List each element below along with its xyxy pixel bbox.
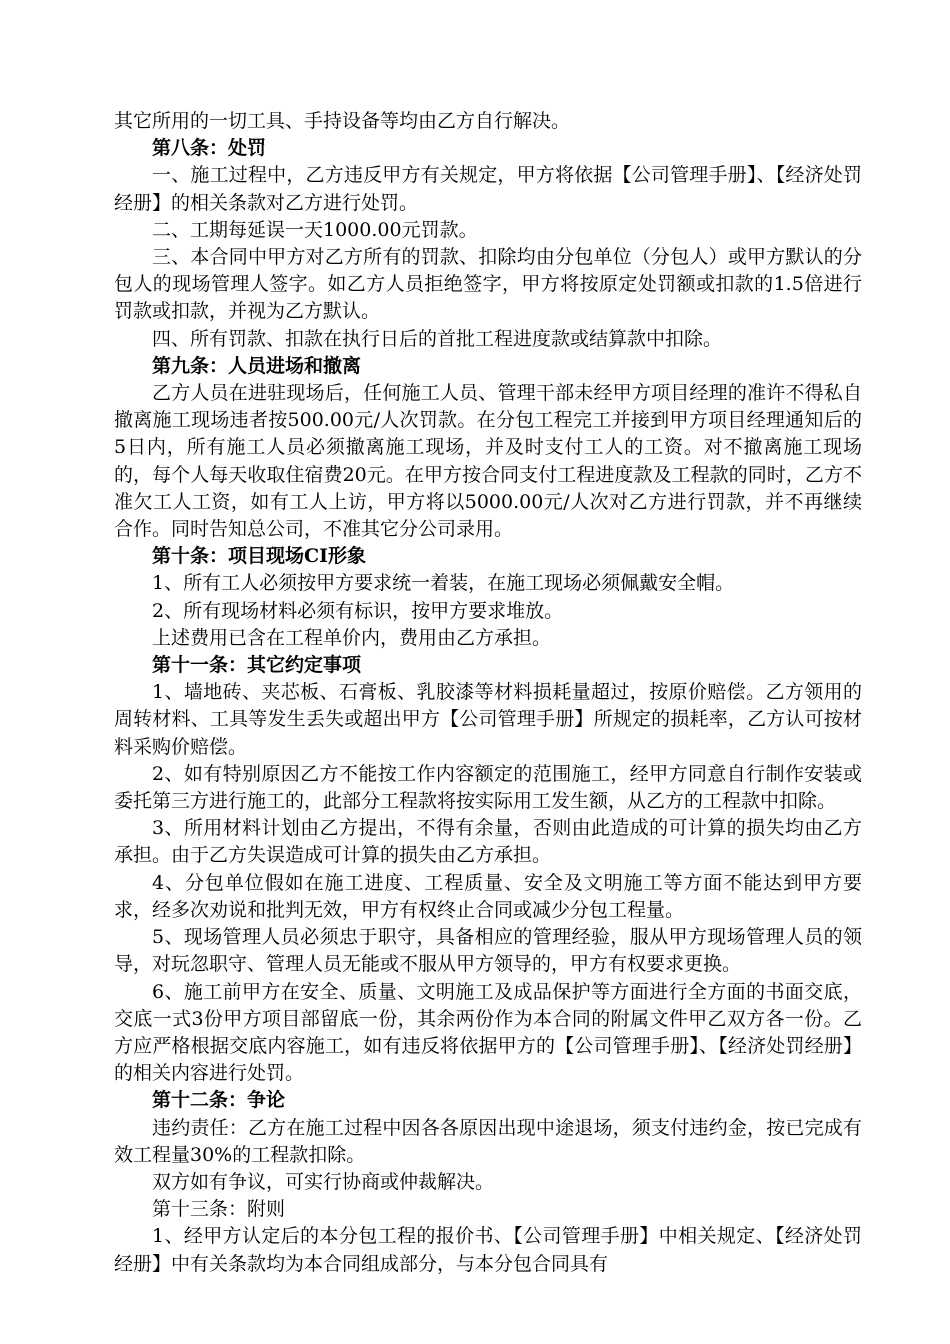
document-page	[114, 108, 862, 1278]
paragraph-12-2: 双方如有争议，可实行协商或仲裁解决。	[152, 1170, 495, 1193]
heading-article-13: 第十三条：附则	[152, 1198, 286, 1221]
paragraph-11-1: 1、墙地砖、夹芯板、石膏板、乳胶漆等材料损耗量超过，按原价赔偿。乙方领用的周转材料、工具等发生丢失或超出甲方【公司管理手册】所规定的损耗率，乙方认可按材料采购价赔偿。	[114, 681, 862, 758]
paragraph-10-1: 1、所有工人必须按甲方要求统一着装，在施工现场必须佩戴安全帽。	[152, 572, 735, 595]
paragraph-8-2: 二、工期每延误一天1000.00元罚款。	[152, 218, 478, 241]
heading-article-8: 第八条：处罚	[152, 137, 267, 160]
heading-article-12: 第十二条：争论	[152, 1089, 286, 1112]
paragraph-13-1: 1、经甲方认定后的本分包工程的报价书、【公司管理手册】中相关规定、【经济处罚经册】中有关条款均为本合同组成部分，与本分包合同具有	[114, 1225, 862, 1275]
heading-article-10: 第十条：项目现场CI形象	[152, 545, 367, 568]
heading-article-11: 第十一条：其它约定事项	[152, 654, 362, 677]
paragraph-9-1: 乙方人员在进驻现场后，任何施工人员、管理干部未经甲方项目经理的准许不得私自撤离施工现场违者按500.00元/人次罚款。在分包工程完工并接到甲方项目经理通知后的5日内，所有施工人员必须撤离施工现场，并及时支付工人的工资。对不撤离施工现场的，每个人每天收取住宿费20元。在甲方按合同支付工程进度款及工程款的同时，乙方不准欠工人工资，如有工人上访，甲方将以5000.00元/人次对乙方进行罚款，并不再继续合作。同时告知总公司，不准其它分公司录用。	[114, 382, 862, 541]
paragraph-11-6: 6、施工前甲方在安全、质量、文明施工及成品保护等方面进行全方面的书面交底，交底一式3份甲方项目部留底一份，其余两份作为本合同的附属文件甲乙双方各一份。乙方应严格根据交底内容施工，如有违反将依据甲方的【公司管理手册】、【经济处罚经册】的相关内容进行处罚。	[114, 980, 862, 1085]
paragraph-8-4: 四、所有罚款、扣款在执行日后的首批工程进度款或结算款中扣除。	[152, 327, 723, 350]
paragraph-10-3: 上述费用已含在工程单价内，费用由乙方承担。	[152, 626, 552, 649]
paragraph-8-1: 一、施工过程中，乙方违反甲方有关规定，甲方将依据【公司管理手册】、【经济处罚经册】的相关条款对乙方进行处罚。	[114, 164, 862, 214]
paragraph-11-3: 3、所用材料计划由乙方提出，不得有余量，否则由此造成的可计算的损失均由乙方承担。由于乙方失误造成可计算的损失由乙方承担。	[114, 817, 862, 867]
paragraph-11-2: 2、如有特别原因乙方不能按工作内容额定的范围施工，经甲方同意自行制作安装或委托第三方进行施工的，此部分工程款将按实际用工发生额，从乙方的工程款中扣除。	[114, 762, 862, 813]
paragraph-11-4: 4、分包单位假如在施工进度、工程质量、安全及文明施工等方面不能达到甲方要求，经多次劝说和批判无效，甲方有权终止合同或减少分包工程量。	[114, 871, 862, 921]
paragraph-11-5: 5、现场管理人员必须忠于职守，具备相应的管理经验，服从甲方现场管理人员的领导，对玩忽职守、管理人员无能或不服从甲方领导的，甲方有权要求更换。	[114, 926, 862, 976]
paragraph-8-3: 三、本合同中甲方对乙方所有的罚款、扣除均由分包单位（分包人）或甲方默认的分包人的现场管理人签字。如乙方人员拒绝签字，甲方将按原定处罚额或扣款的1.5倍进行罚款或扣款，并视为乙方默认。	[114, 246, 862, 323]
heading-article-9: 第九条：人员进场和撤离	[152, 354, 362, 377]
paragraph-12-1: 违约责任：乙方在施工过程中因各各原因出现中途退场，须支付违约金，按已完成有效工程量30%的工程款扣除。	[114, 1116, 862, 1166]
paragraph-10-2: 2、所有现场材料必须有标识，按甲方要求堆放。	[152, 599, 564, 622]
paragraph-intro: 其它所用的一切工具、手持设备等均由乙方自行解决。	[114, 110, 571, 132]
